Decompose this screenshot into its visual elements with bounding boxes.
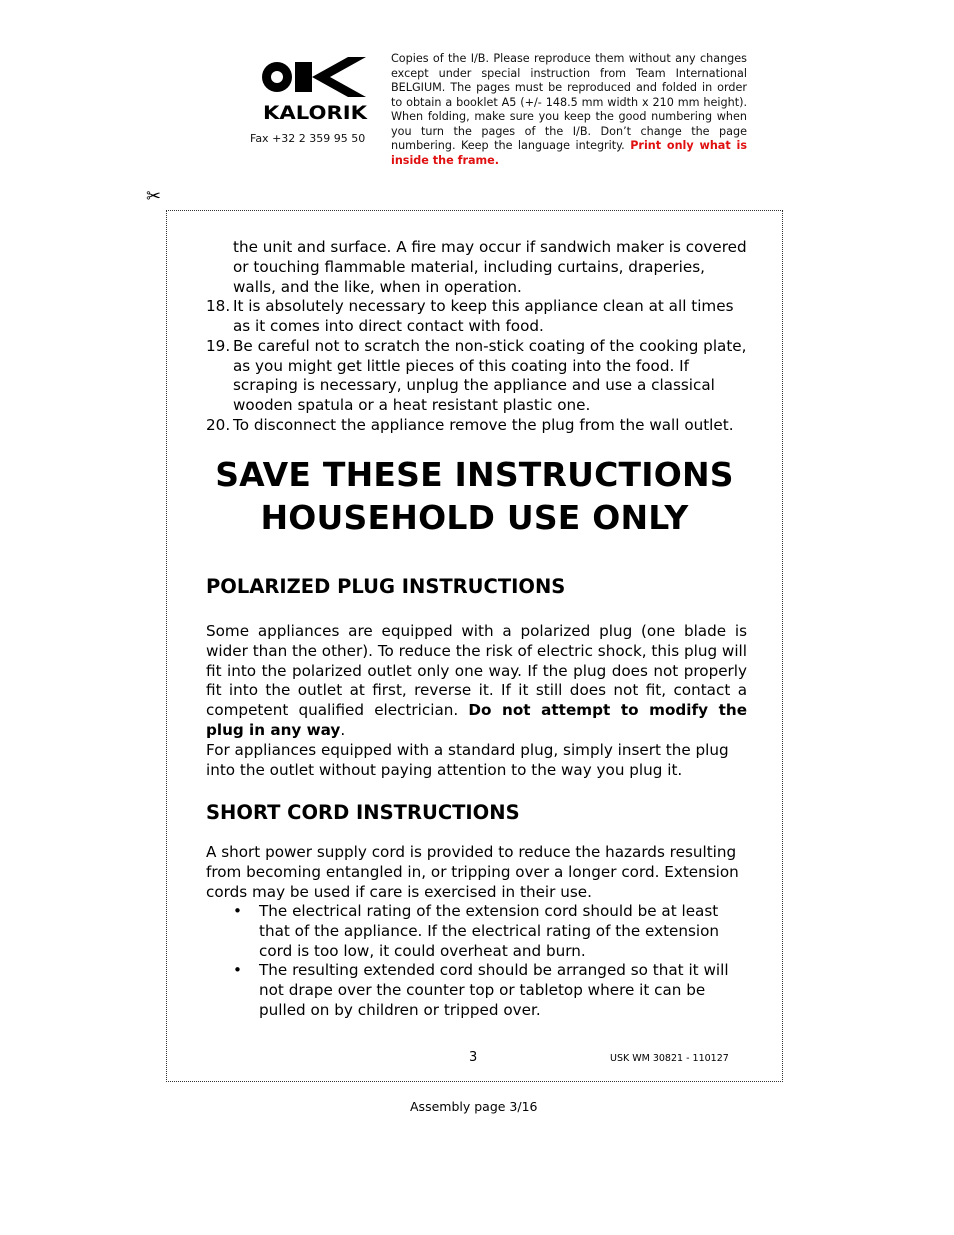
document-reference: USK WM 30821 - 110127 (610, 1053, 729, 1064)
copy-instructions (391, 52, 747, 168)
list-item (206, 961, 747, 1020)
copy-note-text: Copies of the I/B. Please reproduce them without any changes except under special instruction from Team International BELGIUM. The pages must be reproduced and folded in order to obtain a booklet A5 (+/- 148.5 mm width x 210 mm height). When folding, make sure you keep the good numbering when you turn the pages of the I/B. Don’t change the page numbering. Keep the language integrity. (391, 52, 747, 152)
bullet-text: The resulting extended cord should be arranged so that it will not drape over the counter top or tabletop where it can be pulled on by children or tripped over. (259, 961, 729, 1019)
fax-number: Fax +32 2 359 95 50 (250, 132, 366, 145)
list-item (206, 902, 747, 961)
print-frame-warning: Print only what is inside the frame (391, 139, 747, 167)
short-cord-heading: SHORT CORD INSTRUCTIONS (206, 801, 520, 824)
household-use-heading: HOUSEHOLD USE ONLY (260, 498, 689, 537)
safety-list (206, 238, 747, 436)
short-cord-bullets (206, 902, 747, 1021)
list-item-text: It is absolutely necessary to keep this appliance clean at all times as it comes into direct contact with food. (233, 297, 734, 335)
list-item-number: 18. (206, 297, 231, 316)
kalorik-logo (262, 55, 368, 125)
polarized-plug-heading: POLARIZED PLUG INSTRUCTIONS (206, 575, 566, 598)
list-item-number: 19. (206, 336, 231, 355)
list-continuation: the unit and surface. A fire may occur if sandwich maker is covered or touching flammable material, including curtains, draperies, walls, and the like, when in operation. (233, 238, 747, 296)
list-item (206, 297, 747, 337)
scissors-icon: ✂ (146, 186, 162, 207)
svg-text:KALORIK: KALORIK (263, 102, 368, 124)
copy-note-period: . (494, 153, 500, 167)
page-number: 3 (469, 1050, 478, 1065)
bullet-icon: • (233, 902, 242, 920)
list-item (206, 337, 747, 416)
short-cord-intro: A short power supply cord is provided to reduce the hazards resulting from becoming entangled in, or tripping over a longer cord. Extension cords may be used if care is exercised in their use. (206, 843, 739, 901)
polarized-plug-paragraph (206, 622, 747, 741)
polarized-period: . (340, 720, 346, 739)
bullet-icon: • (233, 961, 242, 980)
bullet-text: The electrical rating of the extension cord should be at least that of the appliance. If the electrical rating of the extension cord is too low, it could overheat and burn. (259, 902, 720, 960)
assembly-page: Assembly page 3/16 (410, 1099, 538, 1114)
list-item-number: 20. (206, 415, 231, 434)
save-instructions-heading: SAVE THESE INSTRUCTIONS (215, 455, 734, 494)
standard-plug-paragraph: For appliances equipped with a standard plug, simply insert the plug into the outlet without paying attention to the way you plug it. (206, 741, 729, 779)
polarized-text: Some appliances are equipped with a polarized plug (one blade is wider than the other). To reduce the risk of electric shock, this plug will fit into the polarized outlet only one way. If the plug does not properly fit into the outlet at first, reverse it. If it still does not fit, contact a competent qualified electrician. (206, 622, 747, 719)
list-item-text: Be careful not to scratch the non-stick coating of the cooking plate, as you might get little pieces of this coating into the food. If scraping is necessary, unplug the appliance and use a classical wooden spatula or a heat resistant plastic one. (233, 336, 747, 414)
list-item-text: To disconnect the appliance remove the plug from the wall outlet. (233, 415, 734, 434)
list-item (206, 416, 747, 436)
polarized-warning: Do not attempt to modify the plug in any way (206, 701, 747, 739)
